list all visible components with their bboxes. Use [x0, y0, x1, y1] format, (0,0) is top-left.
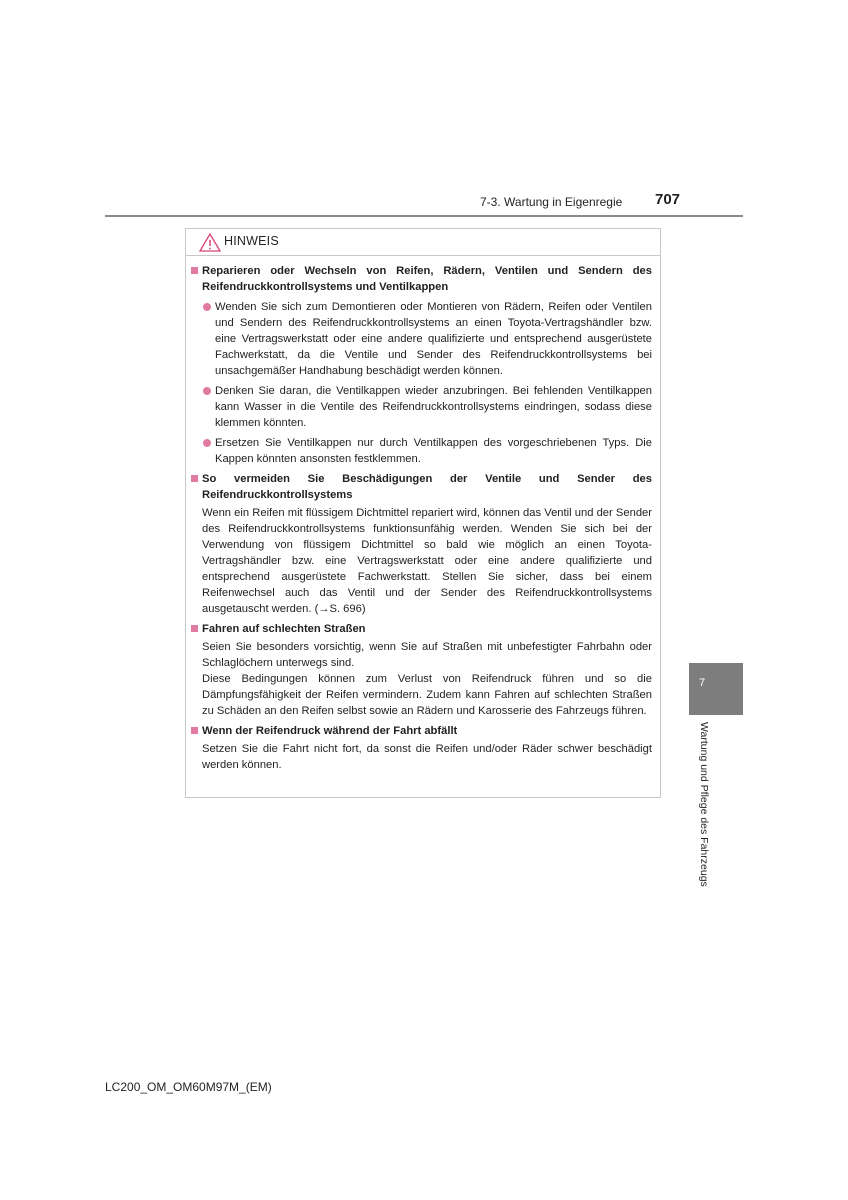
document-code: LC200_OM_OM60M97M_(EM)	[105, 1080, 272, 1094]
section-heading: Reparieren oder Wechseln von Reifen, Rädern, Ventilen und Sendern des Reifendruckkontrollsystems und Ventilkappen	[190, 263, 652, 295]
page-number: 707	[655, 191, 681, 208]
notice-title: HINWEIS	[224, 234, 279, 248]
square-bullet-icon	[191, 267, 198, 274]
section-text: Wenn ein Reifen mit flüssigem Dichtmittel repariert wird, können das Ventil und der Sender des Reifendruckkontrollsystems funktionsunfähig werden. Wenden Sie sich bei der Verwendung von flüssigem Dichtmittel so bald wie möglich an einen Toyota-Vertragshändler bzw. eine Vertragswerkstatt oder eine andere qualifizierte und entsprechend ausgerüstete Fachwerkstatt. Stellen Sie sicher, dass bei einem Reifenwechsel auch das Ventil und der Sender des Reifendruckkontrollsystems ausgetauscht werden. (→S. 696)	[202, 507, 652, 615]
section-heading: Wenn der Reifendruck während der Fahrt abfällt	[190, 723, 652, 739]
section-heading: So vermeiden Sie Beschädigungen der Ventile und Sender des Reifendruckkontrollsystems	[190, 471, 652, 503]
notice-box	[185, 228, 661, 798]
section-text: Setzen Sie die Fahrt nicht fort, da sonst die Reifen und/oder Räder schwer beschädigt werden können.	[202, 743, 652, 771]
section-text: Diese Bedingungen können zum Verlust von Reifendruck führen und so die Dämpfungsfähigkeit der Reifen vermindern. Zudem kann Fahren auf schlechten Straßen zu Schäden an den Reifen selbst sowie an Rädern und Karosserie des Fahrzeugs führen.	[202, 673, 652, 717]
notice-section	[190, 471, 652, 617]
notice-body	[186, 263, 660, 773]
section-heading: Fahren auf schlechten Straßen	[190, 621, 652, 637]
dot-bullet-icon	[203, 387, 211, 395]
notice-section	[190, 621, 652, 719]
list-item: Ersetzen Sie Ventilkappen nur durch Ventilkappen des vorgeschriebenen Typs. Die Kappen könnten ansonsten festklemmen.	[190, 435, 652, 467]
header-rule	[105, 215, 743, 217]
square-bullet-icon	[191, 625, 198, 632]
section-text: Seien Sie besonders vorsichtig, wenn Sie auf Straßen mit unbefestigter Fahrbahn oder Schlaglöchern unterwegs sind.	[202, 641, 652, 669]
chapter-title: Wartung und Pflege des Fahrzeugs	[698, 722, 710, 887]
dot-bullet-icon	[203, 439, 211, 447]
square-bullet-icon	[191, 475, 198, 482]
warning-triangle-icon	[199, 233, 221, 252]
dot-bullet-icon	[203, 303, 211, 311]
notice-section	[190, 723, 652, 773]
section-title: 7-3. Wartung in Eigenregie	[480, 195, 623, 209]
chapter-tab[interactable]	[689, 663, 743, 715]
list-item: Denken Sie daran, die Ventilkappen wieder anzubringen. Bei fehlenden Ventilkappen kann Wasser in die Ventile des Reifendruckkontrollsystems eindringen, sodass diese klemmen könnten.	[190, 383, 652, 431]
square-bullet-icon	[191, 727, 198, 734]
notice-header	[186, 229, 660, 256]
list-item: Wenden Sie sich zum Demontieren oder Montieren von Rädern, Reifen oder Ventilen und Sendern des Reifendruckkontrollsystems an einen Toyota-Vertragshändler bzw. eine Vertragswerkstatt oder eine andere qualifizierte und entsprechend ausgerüstete Fachwerkstatt, da die Ventile und Sender des Reifendruckkontrollsystems bei unsachgemäßer Handhabung beschädigt werden können.	[190, 299, 652, 379]
notice-section	[190, 263, 652, 467]
chapter-number: 7	[699, 677, 706, 689]
